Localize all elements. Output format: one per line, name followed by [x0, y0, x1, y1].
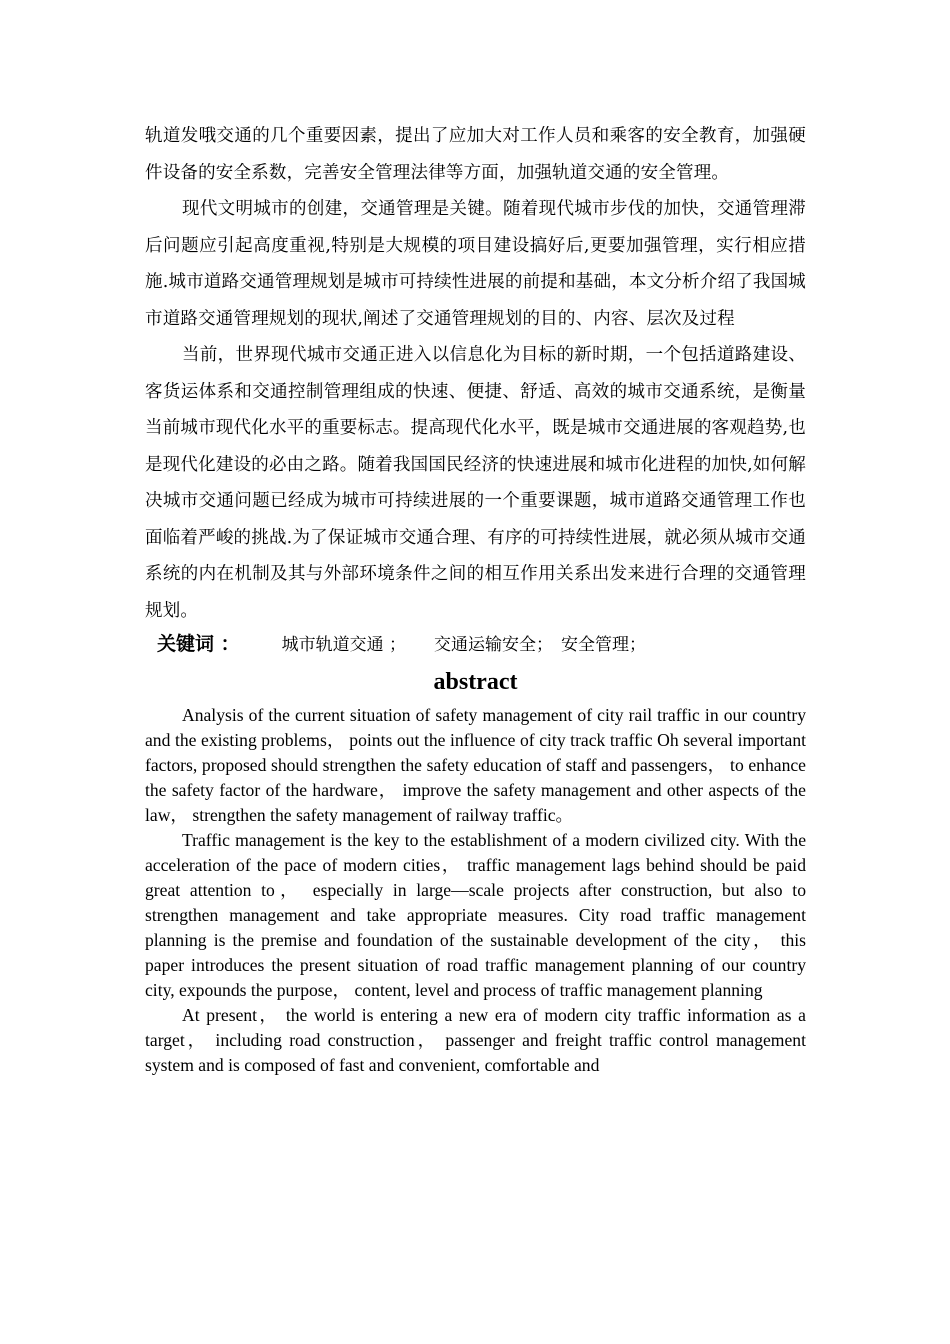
keyword-item: 交通运输安全；	[434, 635, 554, 655]
english-abstract	[145, 703, 806, 1078]
cn-paragraph-1: 轨道发哦交通的几个重要因素，提出了应加大对工作人员和乘客的安全教育，加强硬件设备的安全系数，完善安全管理法律等方面，加强轨道交通的安全管理。	[145, 126, 806, 183]
keyword-item: 城市轨道交通 ；	[281, 635, 407, 655]
en-paragraph-2: Traffic management is the key to the establishment of a modern civilized city. With the acceleration of the pace of modern cities， traffic management lags behind should be paid great attention to， especially in large—scale projects after construction, but also to strengthen management and take appropriate measures. City road traffic management planning is the premise and foundation of the sustainable development of the city， this paper introduces the present situation of road traffic management planning of our country city, expounds the purpose， content, level and process of traffic management planning	[145, 830, 806, 1000]
cn-paragraph-2: 现代文明城市的创建，交通管理是关键。随着现代城市步伐的加快，交通管理滞后问题应引起高度重视,特别是大规模的项目建设搞好后,更要加强管理，实行相应措施.城市道路交通管理规划是城市可持续性进展的前提和基础，本文分析介绍了我国城市道路交通管理规划的现状,阐述了交通管理规划的目的、内容、层次及过程	[145, 199, 806, 329]
chinese-abstract	[145, 118, 806, 629]
document-page	[145, 118, 806, 1078]
keywords-label: 关键词 ：	[157, 633, 240, 655]
keyword-item: 安全管理；	[561, 635, 647, 655]
keywords-line	[157, 631, 806, 657]
cn-paragraph-3: 当前，世界现代城市交通正进入以信息化为目标的新时期，一个包括道路建设、客货运体系和交通控制管理组成的快速、便捷、舒适、高效的城市交通系统，是衡量当前城市现代化水平的重要标志。提高现代化水平，既是城市交通进展的客观趋势,也是现代化建设的必由之路。随着我国国民经济的快速进展和城市化进程的加快,如何解决城市交通问题已经成为城市可持续进展的一个重要课题，城市道路交通管理工作也面临着严峻的挑战.为了保证城市交通合理、有序的可持续性进展，就必须从城市交通系统的内在机制及其与外部环境条件之间的相互作用关系出发来进行合理的交通管理规划。	[145, 345, 806, 621]
en-paragraph-3: At present， the world is entering a new era of modern city traffic information as a target， including road construction， passenger and freight traffic control management system and is composed of fast and convenient, comfortable and	[145, 1005, 806, 1075]
abstract-title: abstract	[433, 669, 518, 695]
en-paragraph-1: Analysis of the current situation of safety management of city rail traffic in our country and the existing problems， points out the influence of city track traffic Oh several important factors, proposed should strengthen the safety education of staff and passengers， to enhance the safety factor of the hardware， improve the safety management and other aspects of the law， strengthen the safety management of railway traffic。	[145, 705, 806, 825]
